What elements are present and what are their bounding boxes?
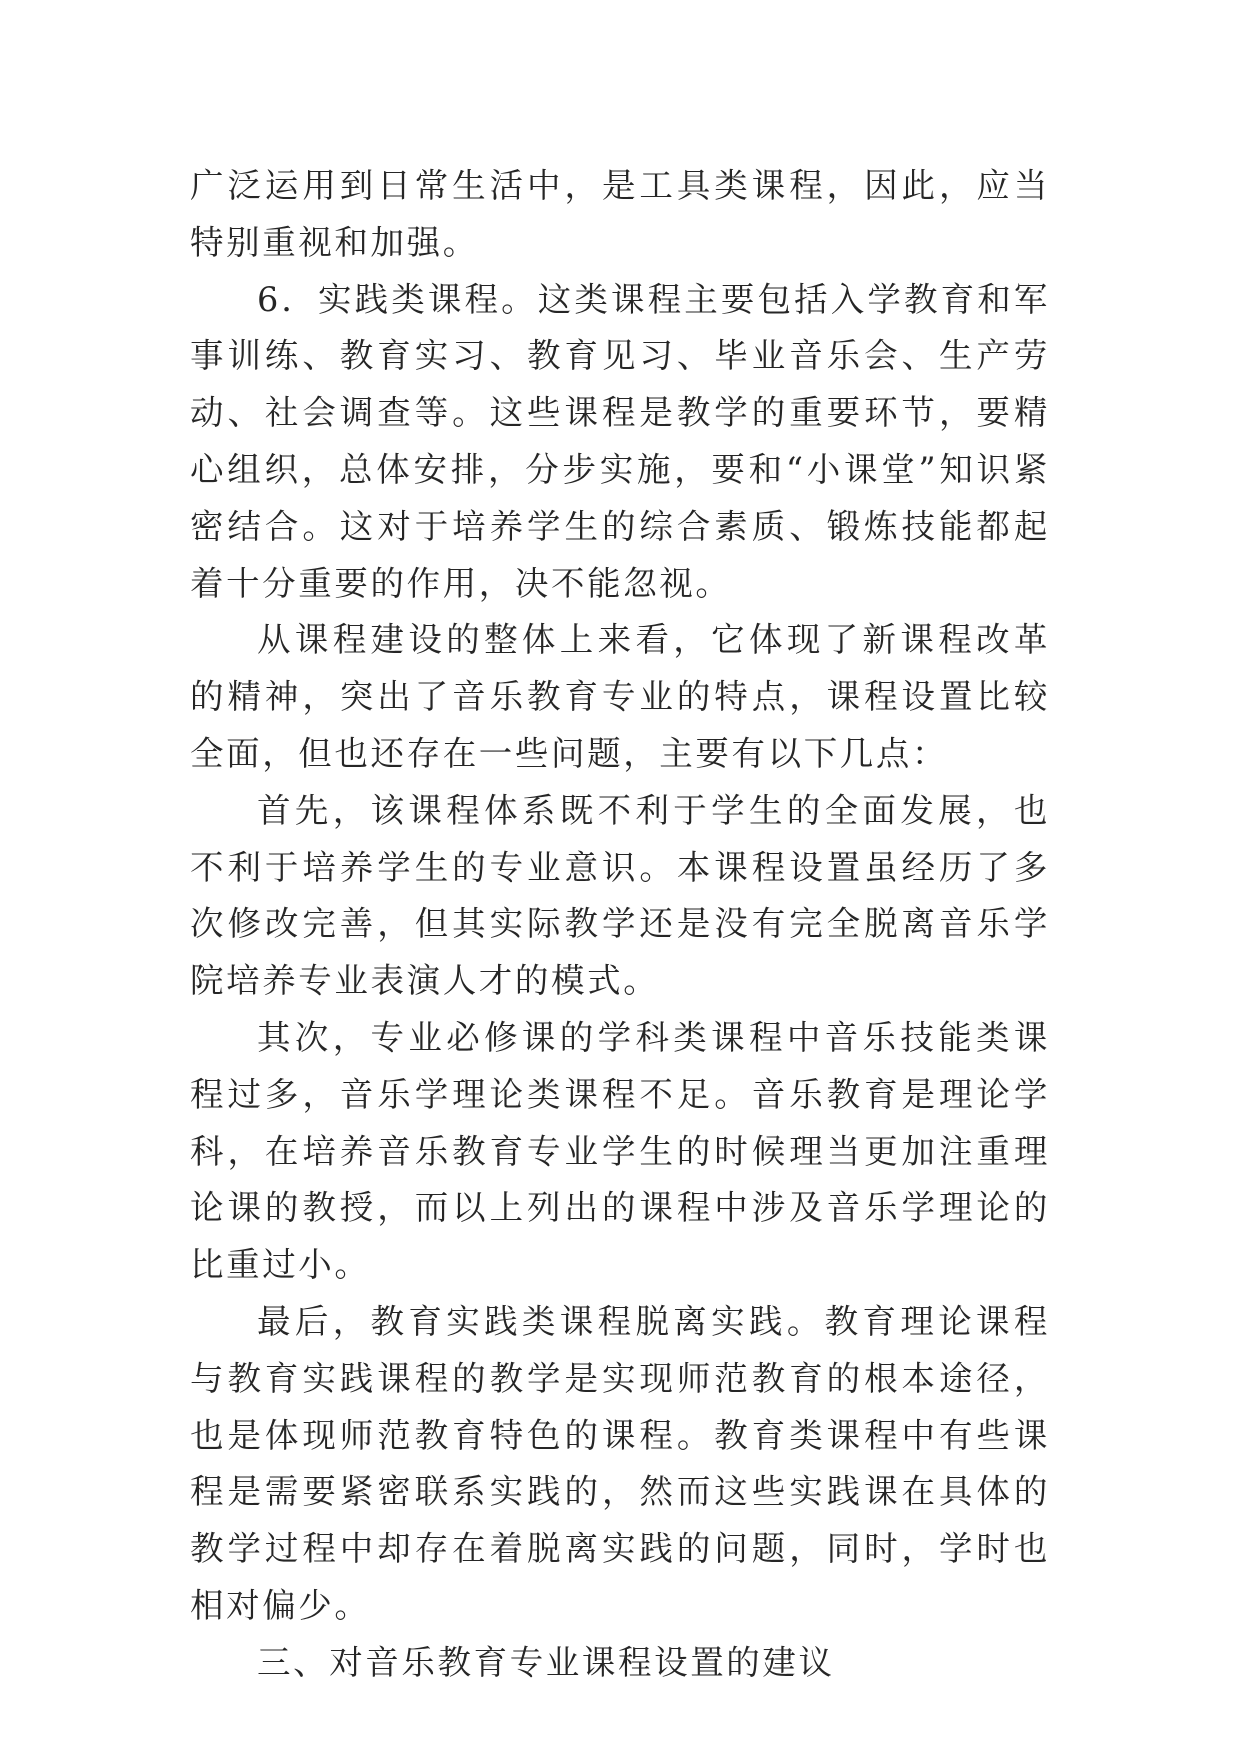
section-heading: 三、对音乐教育专业课程设置的建议 [257,1642,835,1682]
paragraph-third-issue: 最后，教育实践类课程脱离实践。教育理论课程与教育实践课程的教学是实现师范教育的根本途径，也是体现师范教育特色的课程。教育类课程中有些课程是需要紧密联系实践的，然而这些实践课在具体的教学过程中却存在着脱离实践的问题，同时，学时也相对偏少。 [190,1301,1050,1625]
paragraph-second-issue: 其次，专业必修课的学科类课程中音乐技能类课程过多，音乐学理论类课程不足。音乐教育是理论学科，在培养音乐教育专业学生的时候理当更加注重理论课的教授，而以上列出的课程中涉及音乐学理论的比重过小。 [190,1017,1050,1285]
paragraph-continuation: 广泛运用到日常生活中，是工具类课程，因此，应当特别重视和加强。 [190,166,1050,262]
document-body [190,158,1050,1692]
paragraph-practice-courses: 6．实践类课程。这类课程主要包括入学教育和军事训练、教育实习、教育见习、毕业音乐会、生产劳动、社会调查等。这些课程是教学的重要环节，要精心组织，总体安排，分步实施，要和“小课堂”知识紧密结合。这对于培养学生的综合素质、锻炼技能都起着十分重要的作用，决不能忽视。 [190,279,1050,603]
paragraph-first-issue: 首先，该课程体系既不利于学生的全面发展，也不利于培养学生的专业意识。本课程设置虽经历了多次修改完善，但其实际教学还是没有完全脱离音乐学院培养专业表演人才的模式。 [190,790,1050,1001]
paragraph-overall-assessment: 从课程建设的整体上来看，它体现了新课程改革的精神，突出了音乐教育专业的特点，课程设置比较全面，但也还存在一些问题，主要有以下几点： [190,620,1050,773]
